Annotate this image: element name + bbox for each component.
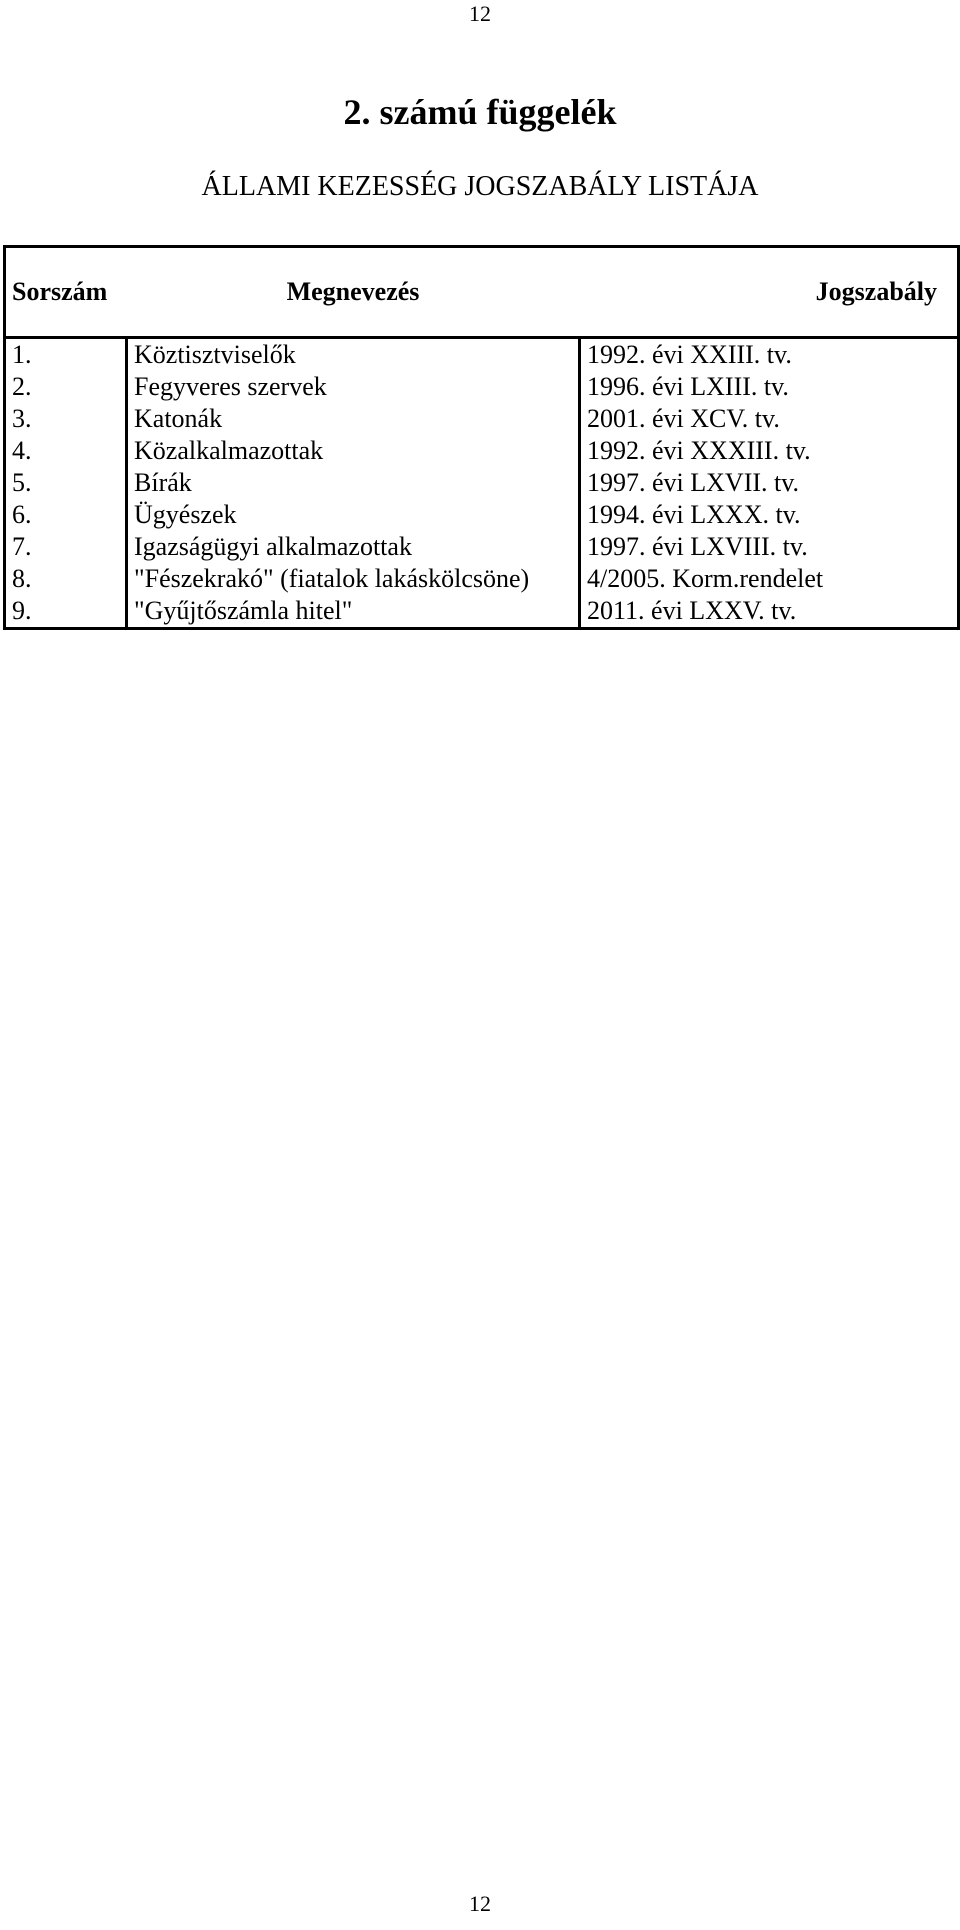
row-law: 2001. évi XCV. tv.: [587, 404, 780, 433]
row-law: 1992. évi XXIII. tv.: [587, 340, 792, 369]
table-row: [5, 467, 959, 499]
row-law: 1996. évi LXIII. tv.: [587, 372, 789, 401]
appendix-title: 2. számú függelék: [343, 92, 617, 132]
table-row: [5, 403, 959, 435]
row-name: Igazságügyi alkalmazottak: [127, 531, 580, 563]
row-law: 1994. évi LXXX. tv.: [587, 500, 801, 529]
table-row: [5, 499, 959, 531]
page-number-bottom: 12: [469, 1891, 491, 1916]
row-number: 7.: [5, 531, 127, 563]
row-name: Közalkalmazottak: [127, 435, 580, 467]
list-title: ÁLLAMI KEZESSÉG JOGSZABÁLY LISTÁJA: [201, 171, 759, 202]
table-row: [5, 595, 959, 629]
row-number: 4.: [5, 435, 127, 467]
row-law: 1997. évi LXVIII. tv.: [587, 532, 808, 561]
table-row: [5, 435, 959, 467]
table-row: [5, 531, 959, 563]
table-row: [5, 563, 959, 595]
column-header-sorszam: Sorszám: [5, 247, 127, 338]
row-number: 3.: [5, 403, 127, 435]
table-row: [5, 371, 959, 403]
row-name: Bírák: [127, 467, 580, 499]
row-name: "Fészekrakó" (fiatalok lakáskölcsöne): [127, 563, 580, 595]
row-number: 8.: [5, 563, 127, 595]
column-header-megnevezes: Megnevezés: [127, 247, 580, 338]
row-name: Ügyészek: [127, 499, 580, 531]
page-number-top: 12: [469, 1, 491, 26]
row-name: Fegyveres szervek: [127, 371, 580, 403]
row-law: 1992. évi XXXIII. tv.: [587, 436, 811, 465]
row-number: 5.: [5, 467, 127, 499]
row-name: Katonák: [127, 403, 580, 435]
row-number: 2.: [5, 371, 127, 403]
row-name: "Gyűjtőszámla hitel": [127, 595, 580, 629]
row-law: 4/2005. Korm.rendelet: [587, 564, 824, 593]
row-number: 6.: [5, 499, 127, 531]
row-number: 9.: [5, 595, 127, 629]
law-list-table: [3, 245, 960, 630]
column-header-jogszabaly: Jogszabály: [580, 247, 959, 338]
row-law: 2011. évi LXXV. tv.: [587, 596, 797, 625]
row-law: 1997. évi LXVII. tv.: [587, 468, 800, 497]
table-header-row: [5, 247, 959, 338]
row-number: 1.: [5, 338, 127, 372]
row-name: Köztisztviselők: [127, 338, 580, 372]
table-row: [5, 338, 959, 372]
